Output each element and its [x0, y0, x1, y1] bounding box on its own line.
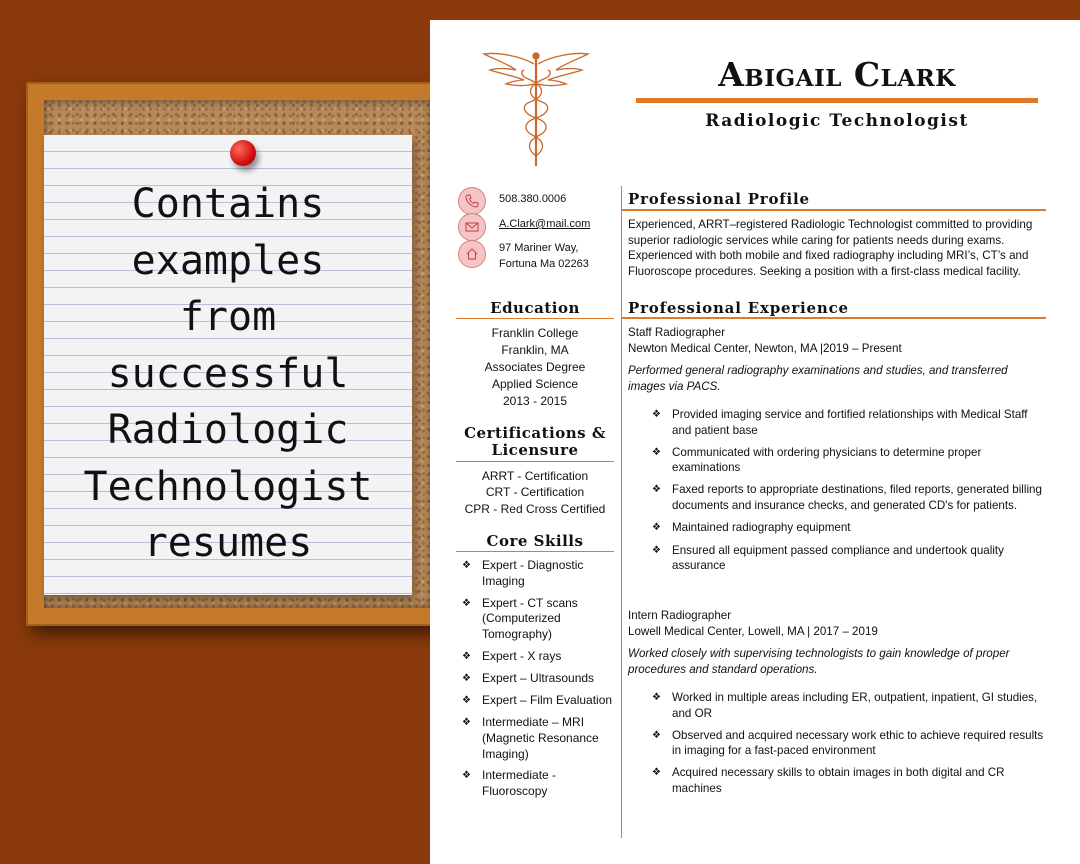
job-bullet	[652, 728, 1048, 759]
address-line: Fortuna Ma 02263	[499, 258, 589, 270]
education-heading: Education	[490, 299, 580, 317]
applicant-name: Abigail Clark	[718, 55, 956, 94]
education-line: 2013 - 2015	[502, 394, 568, 408]
diamond-bullet-icon: ❖	[462, 650, 471, 662]
skill-text: Expert - CT scans (Computerized Tomography)	[482, 595, 578, 642]
certifications-list	[456, 468, 614, 517]
diamond-bullet-icon: ❖	[652, 729, 661, 741]
job-bullet-text: Acquired necessary skills to obtain images in both digital and CR machines	[672, 766, 1005, 795]
job-role: Intern Radiographer	[628, 609, 732, 622]
promo-line: from	[179, 294, 277, 340]
job-org: Lowell Medical Center, Lowell, MA | 2017 – 2019	[628, 624, 878, 638]
skill-item	[462, 715, 620, 762]
phone-number: 508.380.0006	[499, 193, 567, 205]
education-list	[456, 325, 614, 410]
contact-phone-row	[458, 187, 566, 215]
mail-icon	[458, 213, 486, 241]
contact-email-row	[458, 213, 590, 241]
promo-line: examples	[131, 237, 325, 284]
job-header	[628, 608, 1048, 639]
job-bullet-text: Provided imaging service and fortified relationships with Medical Staff and patient base	[672, 408, 1028, 437]
home-icon	[458, 240, 486, 268]
skills-rule	[456, 551, 614, 552]
promo-line: successful	[107, 350, 349, 397]
job-summary: Worked closely with supervising technologists to gain knowledge of proper procedures and standard operations.	[628, 647, 1010, 676]
job-bullets	[652, 407, 1048, 580]
job-bullet	[652, 765, 1048, 796]
job-summary: Performed general radiography examinations and studies, and transferred images via PACS.	[628, 364, 1008, 393]
profile-rule	[622, 209, 1046, 211]
promo-line: resumes	[143, 520, 313, 566]
skill-item	[462, 558, 620, 590]
job-bullets	[652, 690, 1048, 803]
caduceus-logo-icon	[480, 48, 592, 168]
diamond-bullet-icon: ❖	[462, 597, 471, 609]
job-header	[628, 325, 1048, 356]
skill-item	[462, 693, 620, 709]
push-pin-icon	[230, 140, 256, 166]
skill-text: Expert – Ultrasounds	[482, 670, 595, 685]
job-bullet	[652, 482, 1048, 513]
job-bullet	[652, 520, 1048, 536]
job-bullet-text: Communicated with ordering physicians to determine proper examinations	[672, 445, 982, 475]
skill-item	[462, 768, 620, 800]
education-line: Applied Science	[491, 377, 579, 391]
job-role: Staff Radiographer	[628, 326, 726, 339]
address	[499, 240, 589, 272]
experience-heading: Professional Experience	[628, 299, 849, 317]
diamond-bullet-icon: ❖	[462, 560, 471, 571]
certification-line: CPR - Red Cross Certified	[464, 501, 606, 516]
experience-rule	[622, 317, 1046, 319]
skill-text: Expert - X rays	[482, 648, 562, 663]
certification-line: CRT - Certification	[485, 485, 585, 500]
job-bullet-text: Observed and acquired necessary work ethic to achieve required results in imaging for a fast-paced environment	[672, 728, 1044, 758]
certifications-heading-line: Certifications &	[464, 424, 606, 442]
promo-line: Radiologic	[107, 407, 349, 453]
diamond-bullet-icon: ❖	[652, 446, 661, 458]
address-line: 97 Mariner Way,	[499, 242, 579, 254]
skills-heading: Core Skills	[486, 532, 584, 550]
education-rule	[456, 318, 614, 319]
phone-icon	[458, 187, 486, 215]
name-divider	[636, 98, 1038, 103]
education-line: Associates Degree	[484, 360, 586, 374]
skills-list	[462, 558, 620, 806]
diamond-bullet-icon: ❖	[652, 767, 661, 779]
diamond-bullet-icon: ❖	[462, 694, 471, 706]
certification-line: ARRT - Certification	[481, 469, 589, 483]
diamond-bullet-icon: ❖	[652, 544, 661, 556]
certifications-rule	[456, 461, 614, 462]
email-link[interactable]: A.Clark@mail.com	[499, 218, 591, 230]
diamond-bullet-icon: ❖	[462, 716, 471, 728]
skill-text: Expert – Film Evaluation	[482, 692, 613, 707]
job-bullet-text: Maintained radiography equipment	[672, 521, 851, 535]
profile-heading: Professional Profile	[628, 190, 810, 208]
skill-text: Intermediate – MRI (Magnetic Resonance Imaging)	[482, 714, 599, 761]
job-bullet-text: Ensured all equipment passed compliance and undertook quality assurance	[672, 543, 1004, 573]
job-bullet	[652, 407, 1048, 438]
diamond-bullet-icon: ❖	[462, 672, 471, 684]
column-divider	[621, 186, 622, 838]
diamond-bullet-icon: ❖	[652, 522, 661, 534]
job-org: Newton Medical Center, Newton, MA |2019 – Present	[628, 341, 902, 355]
certifications-heading-line: Licensure	[491, 441, 579, 459]
skill-item	[462, 596, 620, 643]
job-bullet-text: Faxed reports to appropriate destinations, filed reports, generated billing documents and insurance checks, and generated CD's for patients.	[672, 483, 1042, 512]
education-line: Franklin College	[491, 326, 579, 340]
diamond-bullet-icon: ❖	[652, 484, 661, 496]
skill-item	[462, 649, 620, 665]
job-bullet	[652, 543, 1048, 574]
education-line: Franklin, MA	[501, 343, 569, 357]
job-bullet-text: Worked in multiple areas including ER, outpatient, inpatient, GI studies, and OR	[672, 691, 1038, 720]
promo-line: Technologist	[83, 463, 373, 510]
promo-text	[44, 176, 412, 572]
skill-text: Expert - Diagnostic Imaging	[482, 558, 584, 588]
promo-line: Contains	[131, 181, 325, 227]
diamond-bullet-icon: ❖	[652, 692, 661, 703]
certifications-heading	[456, 425, 614, 459]
diamond-bullet-icon: ❖	[462, 770, 471, 782]
diamond-bullet-icon: ❖	[652, 409, 661, 420]
job-title: Radiologic Technologist	[705, 111, 969, 131]
profile-text: Experienced, ARRT–registered Radiologic Technologist committed to providing superior radiologic services while caring for patients needs during exams. Experienced with both mobile and fixed radiography including MRI’s, CT’s and Fluoroscope procedures. Seeking a position with a first-class medical facility.	[628, 218, 1033, 278]
contact-address-row	[458, 240, 589, 272]
job-bullet	[652, 445, 1048, 476]
skill-text: Intermediate - Fluoroscopy	[482, 768, 557, 799]
job-bullet	[652, 690, 1048, 721]
skill-item	[462, 671, 620, 687]
